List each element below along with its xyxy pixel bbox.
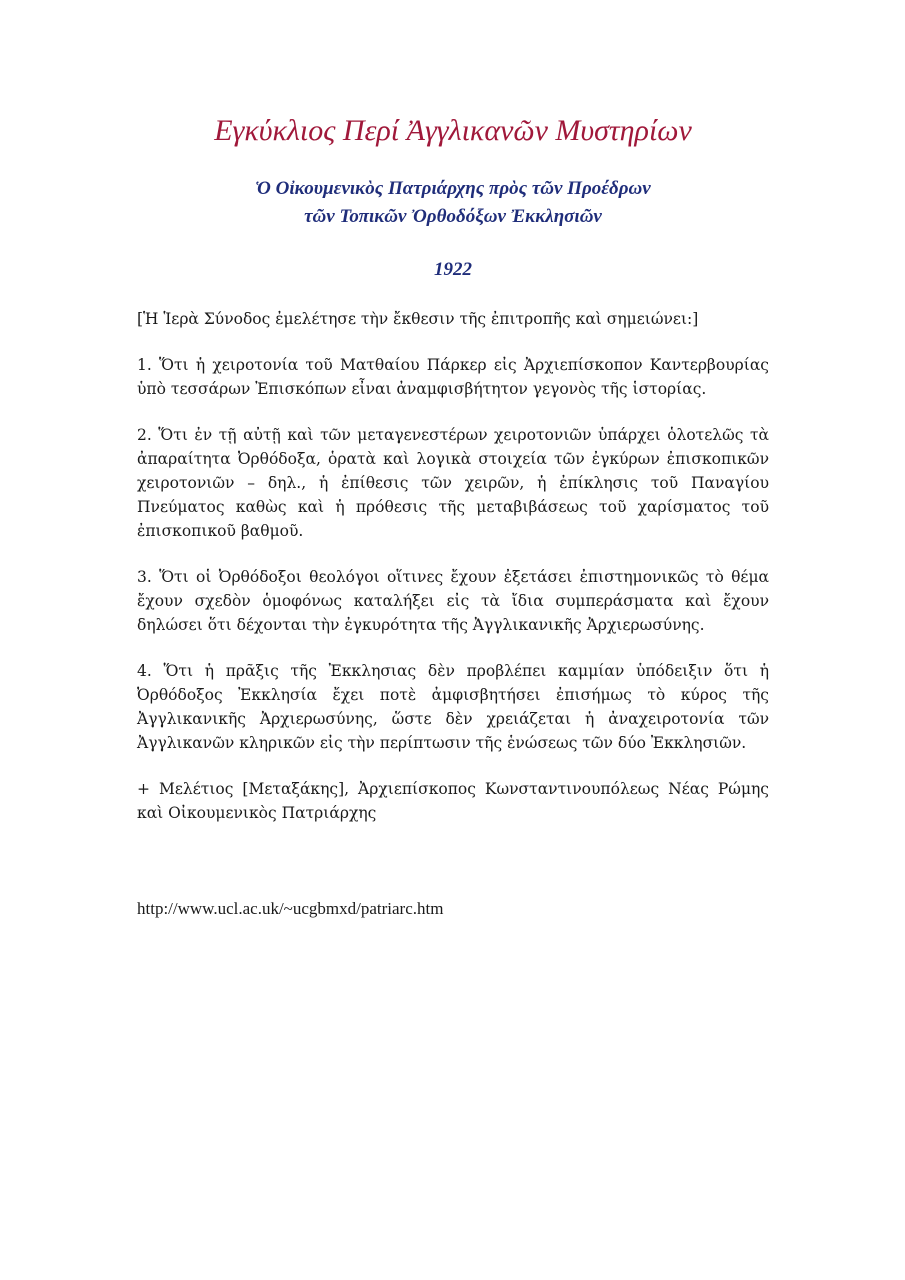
document-subtitle <box>137 175 769 231</box>
signature-paragraph: + Μελέτιος [Μεταξάκης], Ἀρχιεπίσκοπος Κωνσταντινουπόλεως Νέας Ρώμης καὶ Οἰκουμενικὸς Πατριάρχης <box>137 780 769 822</box>
subtitle-line-2: τῶν Τοπικῶν Ὀρθοδόξων Ἐκκλησιῶν <box>304 206 602 227</box>
subtitle-line-1: Ὁ Οἰκουμενικὸς Πατριάρχης πρὸς τῶν Προέδρων <box>255 178 651 199</box>
document-body <box>137 112 769 921</box>
intro-paragraph: [Ἡ Ἱερὰ Σύνοδος ἐμελέτησε τὴν ἔκθεσιν τῆς ἐπιτροπῆς καὶ σημειώνει:] <box>137 310 699 328</box>
source-url: http://www.ucl.ac.uk/~ucgbmxd/patriarc.htm <box>137 899 444 918</box>
document-title: Εγκύκλιος Περί Ἀγγλικανῶν Μυστηρίων <box>214 114 692 147</box>
point-1-paragraph: 1. Ὅτι ἡ χειροτονία τοῦ Ματθαίου Πάρκερ εἰς Ἀρχιεπίσκοπον Καντερβουρίας ὑπὸ τεσσάρων Ἐπισκόπων εἶναι ἀναμφισβήτητον γεγονὸς τῆς ἱστορίας. <box>137 356 769 398</box>
point-4-paragraph: 4. Ὅτι ἡ πρᾶξις τῆς Ἐκκλησιας δὲν προβλέπει καμμίαν ὑπόδειξιν ὅτι ἡ Ὀρθόδοξος Ἐκκλησία ἔχει ποτὲ ἀμφισβητήσει ἐπισήμως τὸ κύρος τῆς Ἀγγλικανικῆς Ἀρχιερωσύνης, ὥστε δὲν χρειάζεται ἡ ἀναχειροτονία τῶν Ἀγγλικανῶν κληρικῶν εἰς τὴν περίπτωσιν τῆς ἑνώσεως τῶν δύο Ἐκκλησιῶν. <box>137 662 769 752</box>
point-2-paragraph: 2. Ὅτι ἐν τῇ αὐτῇ καὶ τῶν μεταγενεστέρων χειροτονιῶν ὑπάρχει ὁλοτελῶς τὰ ἀπαραίτητα Ὀρθόδοξα, ὁρατὰ καὶ λογικὰ στοιχεία τῶν ἐγκύρων ἐπισκοπικῶν χειροτονιῶν – δηλ., ἡ ἐπίθεσις τῶν χειρῶν, ἡ ἐπίκλησις τοῦ Παναγίου Πνεύματος καθὼς καὶ ἡ πρόθεσις τῆς μεταβιβάσεως τοῦ χαρίσματος τοῦ ἐπισκοπικοῦ βαθμοῦ. <box>137 426 769 540</box>
document-year: 1922 <box>434 259 472 280</box>
point-3-paragraph: 3. Ὅτι οἱ Ὀρθόδοξοι θεολόγοι οἵτινες ἔχουν ἐξετάσει ἐπιστημονικῶς τὸ θέμα ἔχουν σχεδὸν ὁμοφόνως καταλήξει εἰς τὰ ἴδια συμπεράσματα καὶ ἔχουν δηλώσει ὅτι δέχονται τὴν ἐγκυρότητα τῆς Ἀγγλικανικῆς Ἀρχιερωσύνης. <box>137 568 769 634</box>
